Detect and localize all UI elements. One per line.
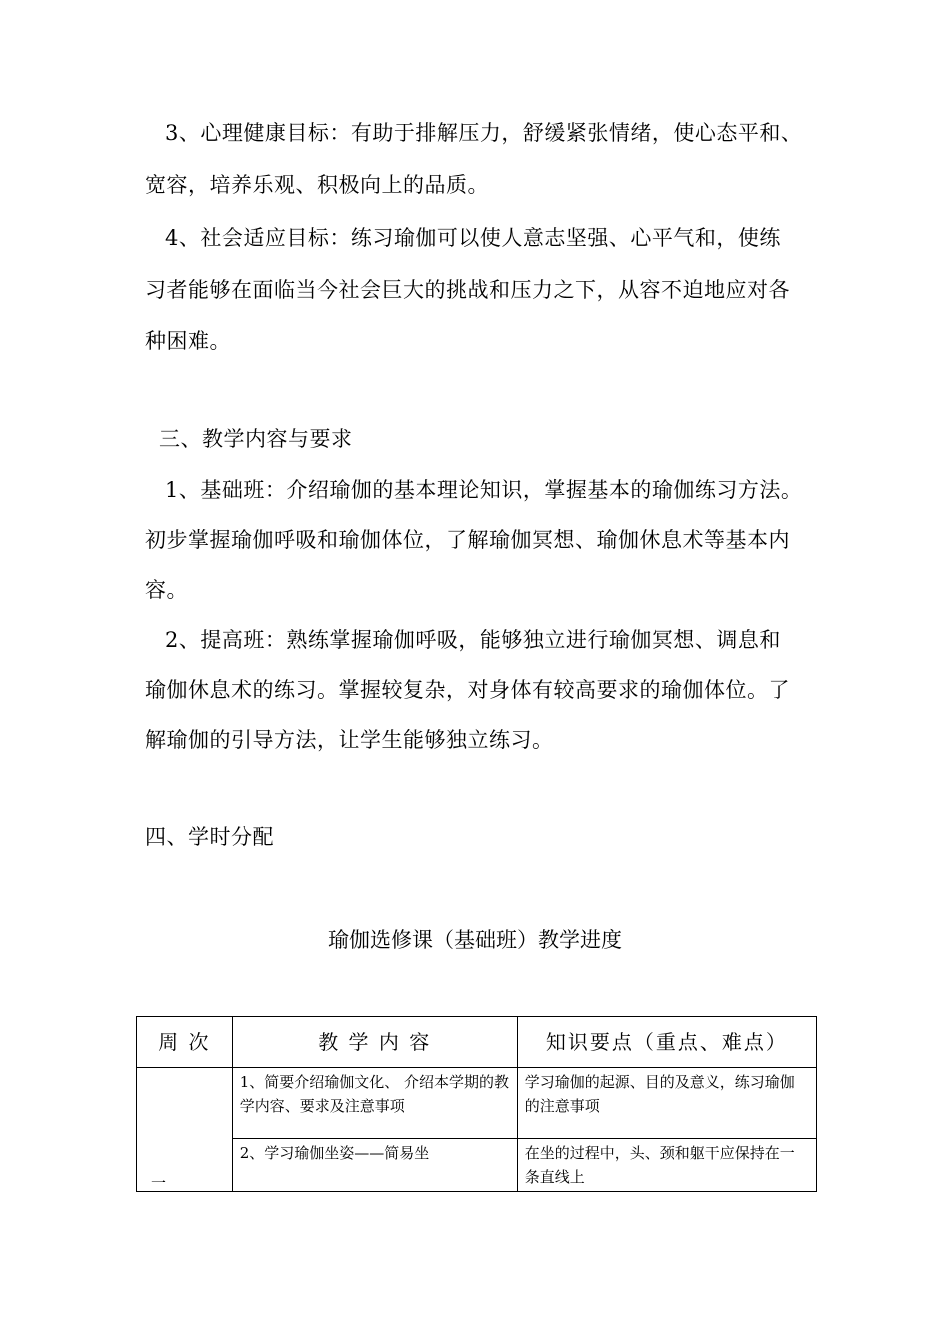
row-content: 1、简要介绍瑜伽文化、 介绍本学期的教学内容、要求及注意事项 — [232, 1068, 517, 1139]
row-content: 2、学习瑜伽坐姿——简易坐 — [232, 1139, 517, 1192]
goal-4-line-2: 习者能够在面临当今社会巨大的挑战和压力之下，从容不迫地应对各 — [145, 278, 790, 302]
row-points: 在坐的过程中，头、颈和躯干应保持在一条直线上 — [517, 1139, 816, 1192]
table-title: 瑜伽选修课（基础班）教学进度 — [328, 928, 622, 952]
header-points: 知识要点（重点、难点） — [517, 1017, 816, 1068]
row-points: 学习瑜伽的起源、目的及意义，练习瑜伽的注意事项 — [517, 1068, 816, 1139]
schedule-table — [136, 1016, 817, 1192]
section-3-item-2-line-1: 2、提高班：熟练掌握瑜伽呼吸，能够独立进行瑜伽冥想、调息和 — [165, 628, 781, 652]
week-cell — [137, 1068, 233, 1192]
section-3-item-2-line-2: 瑜伽休息术的练习。掌握较复杂，对身体有较高要求的瑜伽体位。了 — [145, 678, 790, 702]
section-3-item-1-line-1: 1、基础班：介绍瑜伽的基本理论知识，掌握基本的瑜伽练习方法。 — [165, 478, 803, 502]
section-4-heading: 四、学时分配 — [145, 825, 274, 849]
section-3-item-1-line-3: 容。 — [145, 578, 188, 602]
section-3-item-2-line-3: 解瑜伽的引导方法，让学生能够独立练习。 — [145, 728, 554, 752]
table-row — [137, 1139, 817, 1192]
table-row — [137, 1068, 817, 1139]
goal-3-line-1: 3、心理健康目标：有助于排解压力，舒缓紧张情绪，使心态平和、 — [165, 121, 803, 145]
section-3-heading: 三、教学内容与要求 — [159, 427, 353, 451]
header-week: 周 次 — [137, 1017, 233, 1068]
goal-4-line-3: 种困难。 — [145, 329, 231, 353]
header-content: 教 学 内 容 — [232, 1017, 517, 1068]
week-label: 一 — [151, 1174, 167, 1192]
table-header-row — [137, 1017, 817, 1068]
section-3-item-1-line-2: 初步掌握瑜伽呼吸和瑜伽体位，了解瑜伽冥想、瑜伽休息术等基本内 — [145, 528, 790, 552]
goal-4-line-1: 4、社会适应目标：练习瑜伽可以使人意志坚强、心平气和，使练 — [165, 226, 781, 250]
goal-3-line-2: 宽容，培养乐观、积极向上的品质。 — [145, 173, 489, 197]
